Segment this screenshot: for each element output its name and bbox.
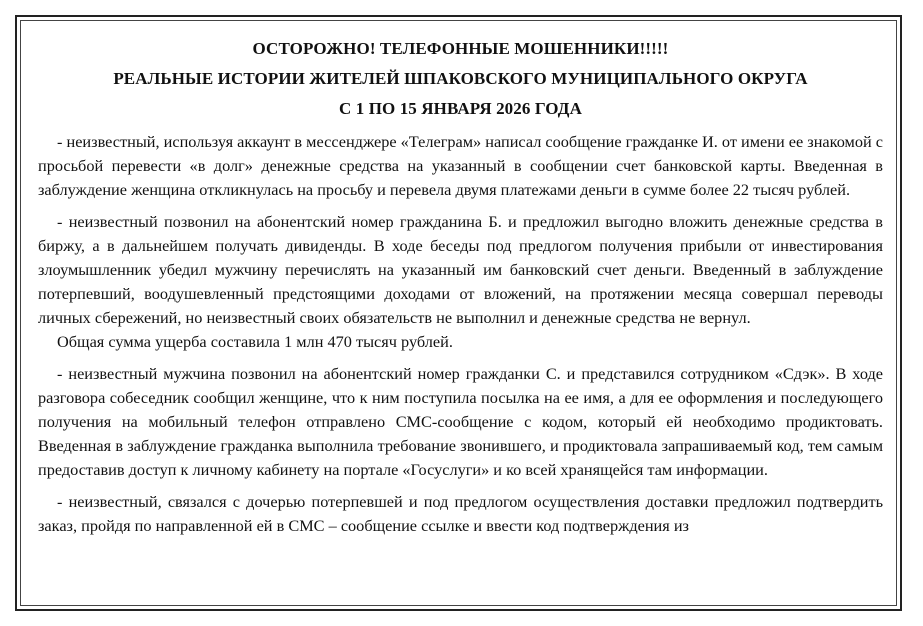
story-3 [38, 362, 883, 482]
title-line-2: РЕАЛЬНЫЕ ИСТОРИИ ЖИТЕЛЕЙ ШПАКОВСКОГО МУНИЦИПАЛЬНОГО ОКРУГА [113, 69, 808, 88]
story-paragraph: - неизвестный мужчина позвонил на абонентский номер гражданки С. и представился сотрудником «Сдэк». В ходе разговора собеседник сообщил женщине, что к ним поступила посылка на ее имя, а для ее оформления и последующего получения на мобильный телефон отправлено СМС-сообщение с кодом, который ей необходимо продиктовать. Введенная в заблуждение гражданка выполнила требование звонившего, и продиктовала запрашиваемый код, тем самым предоставив доступ к личному кабинету на портале «Госуслуги» и ко всей хранящейся там информации. [38, 364, 883, 479]
title-line-3: С 1 ПО 15 ЯНВАРЯ 2026 ГОДА [339, 99, 582, 118]
story-1 [38, 130, 883, 202]
story-paragraph: - неизвестный позвонил на абонентский номер гражданина Б. и предложил выгодно вложить денежные средства в биржу, а в дальнейшем получать дивиденды. В ходе беседы под предлогом получения прибыли от инвестирования злоумышленник убедил мужчину перечислять на указанный им банковский счет деньги. Введенный в заблуждение потерпевший, воодушевленный предстоящими доходами от вложений, на протяжении месяца совершал переводы личных сбережений, но неизвестный своих обязательств не выполнил и денежные средства не вернул. [38, 212, 883, 327]
document-content [38, 34, 883, 538]
title-line-1: ОСТОРОЖНО! ТЕЛЕФОННЫЕ МОШЕННИКИ!!!!! [252, 39, 669, 58]
damage-total: Общая сумма ущерба составила 1 млн 470 тысяч рублей. [57, 332, 453, 351]
story-2 [38, 210, 883, 354]
story-paragraph: - неизвестный, связался с дочерью потерпевшей и под предлогом осуществления доставки предложил подтвердить заказ, пройдя по направленной ей в СМС – сообщение ссылке и ввести код подтверждения из [38, 492, 883, 535]
story-paragraph: - неизвестный, используя аккаунт в мессенджере «Телеграм» написал сообщение гражданке И. от имени ее знакомой с просьбой перевести «в долг» денежные средства на указанный в сообщении счет банковской карты. Введенная в заблуждение женщина откликнулась на просьбу и перевела двумя платежами деньги в сумме более 22 тысяч рублей. [38, 132, 884, 199]
story-4 [38, 490, 883, 538]
document-frame [20, 20, 897, 606]
